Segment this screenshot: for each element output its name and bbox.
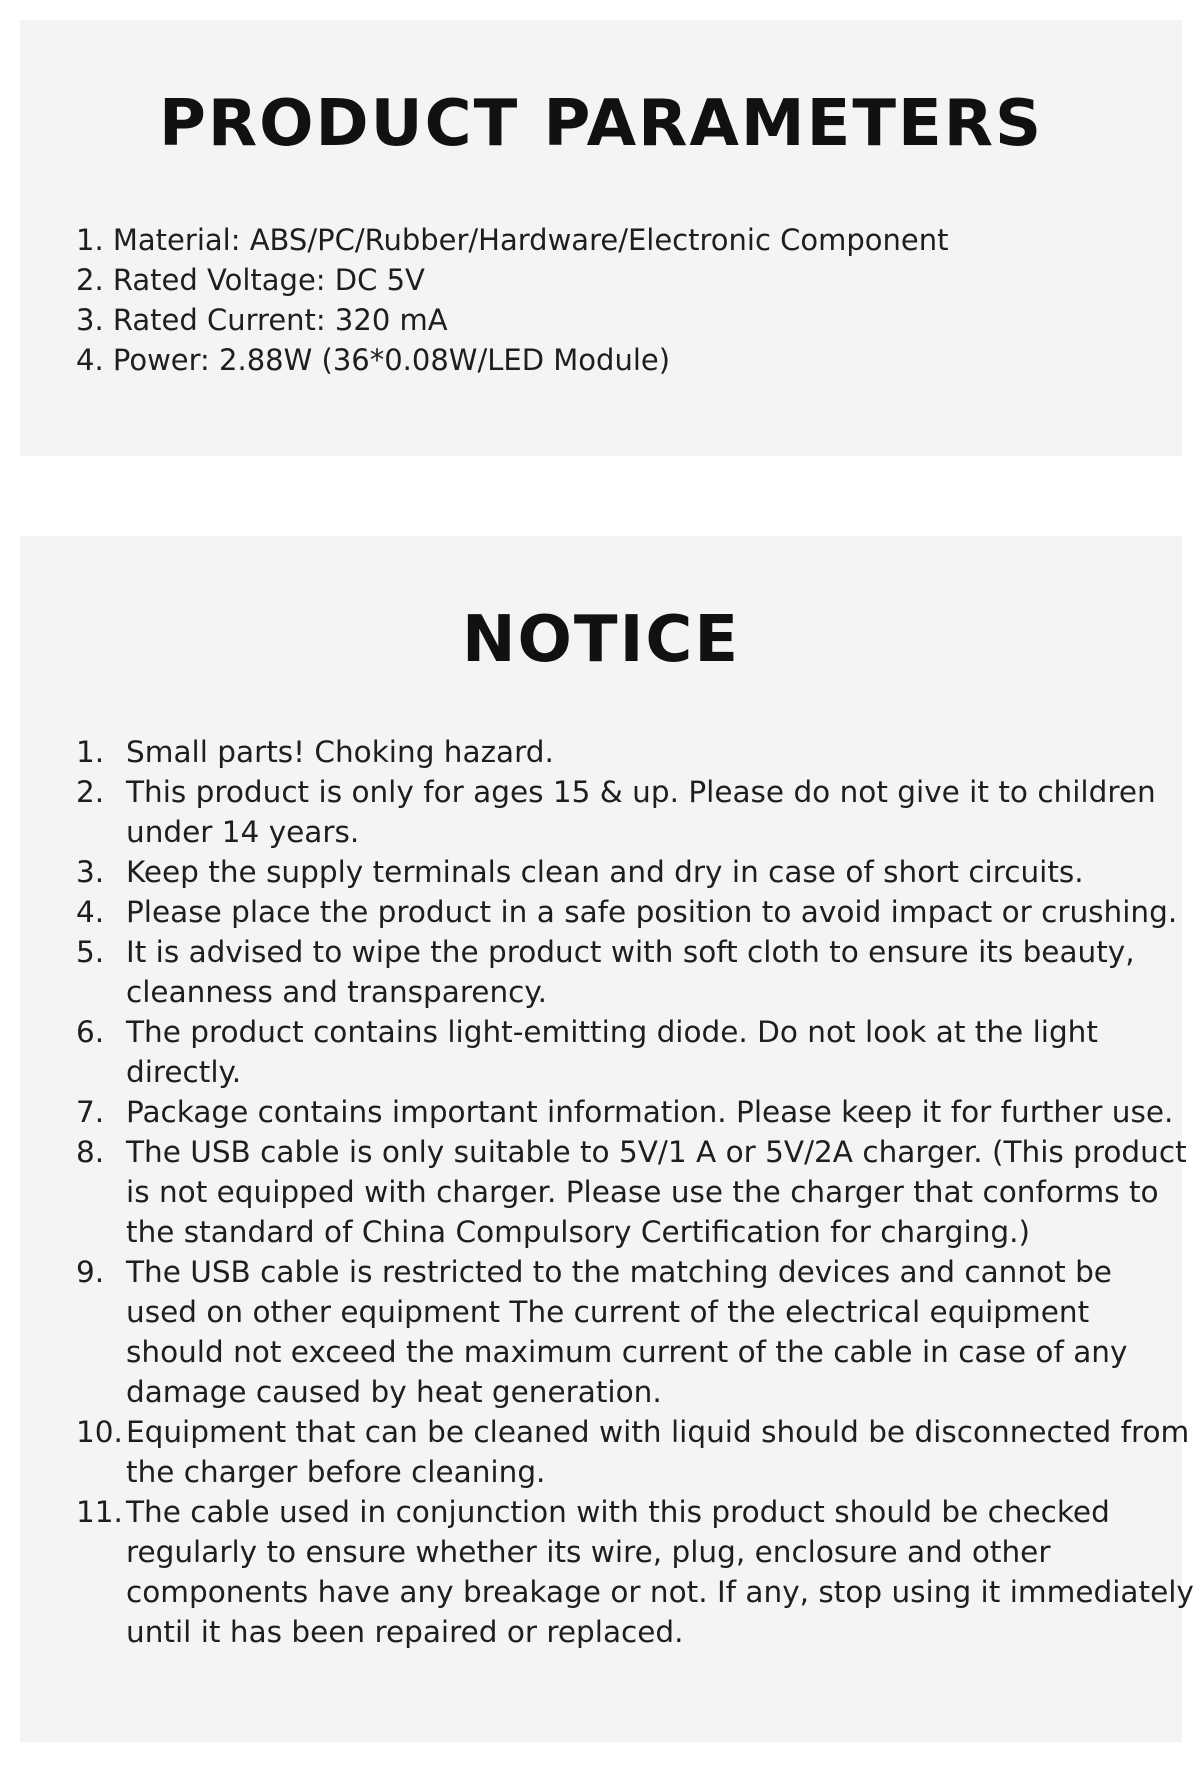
parameter-item: 2. Rated Voltage: DC 5V [76,263,425,297]
notice-item-text: Small parts! Choking hazard. [126,735,554,769]
notice-item-text: regularly to ensure whether its wire, plug, enclosure and other [126,1535,1051,1569]
notice-item [20,1492,1194,1652]
notice-item-text: should not exceed the maximum current of the cable in case of any [126,1335,1128,1369]
notice-item [20,1252,1182,1412]
notice-item [20,1012,1182,1092]
notice-list [20,732,1194,1652]
notice-item-text: Equipment that can be cleaned with liquid should be disconnected from [126,1415,1190,1449]
notice-item-number: 2. [76,775,105,809]
parameter-item: 4. Power: 2.88W (36*0.08W/LED Module) [76,343,671,377]
notice-item [20,1092,1182,1132]
notice-item-text: Please place the product in a safe position to avoid impact or crushing. [126,895,1178,929]
notice-item-text: Package contains important information. Please keep it for further use. [126,1095,1174,1129]
notice-item-number: 4. [76,895,105,929]
notice-item-text: the standard of China Compulsory Certification for charging.) [126,1215,1031,1249]
notice-item-text: is not equipped with charger. Please use the charger that conforms to [126,1175,1159,1209]
notice-title: NOTICE [461,603,741,677]
notice-item-text: directly. [126,1055,242,1089]
notice-item-number: 7. [76,1095,105,1129]
notice-item [20,932,1182,1012]
notice-item-text: used on other equipment The current of the electrical equipment [126,1295,1090,1329]
notice-item [20,772,1182,852]
product-parameters-list [20,220,1182,380]
notice-item-text: the charger before cleaning. [126,1455,546,1489]
notice-item-number: 9. [76,1255,105,1289]
notice-item-text: cleanness and transparency. [126,975,547,1009]
parameter-item: 3. Rated Current: 320 mA [76,303,448,337]
notice-item-number: 6. [76,1015,105,1049]
notice-item-text: The USB cable is only suitable to 5V/1 A or 5V/2A charger. (This product [126,1135,1187,1169]
notice-item-number: 10. [76,1415,123,1449]
notice-item [20,852,1182,892]
notice-item-text: This product is only for ages 15 & up. Please do not give it to children [126,775,1156,809]
notice-item [20,732,1182,772]
notice-item-number: 11. [76,1495,123,1529]
notice-item [20,1412,1190,1492]
notice-item-text: until it has been repaired or replaced. [126,1615,684,1649]
notice-item [20,892,1182,932]
notice-item-text: The cable used in conjunction with this product should be checked [126,1495,1110,1529]
notice-item-number: 5. [76,935,105,969]
notice-item-text: Keep the supply terminals clean and dry in case of short circuits. [126,855,1084,889]
notice-item-number: 3. [76,855,105,889]
notice-item-text: under 14 years. [126,815,360,849]
product-parameters-title: PRODUCT PARAMETERS [158,87,1044,161]
parameter-item: 1. Material: ABS/PC/Rubber/Hardware/Electronic Component [76,223,949,257]
notice-panel [20,536,1194,1742]
notice-item-text: damage caused by heat generation. [126,1375,662,1409]
notice-item [20,1132,1187,1252]
notice-item-number: 8. [76,1135,105,1169]
notice-item-text: The USB cable is restricted to the matching devices and cannot be [126,1255,1112,1289]
notice-item-text: components have any breakage or not. If any, stop using it immediately [126,1575,1194,1609]
notice-item-number: 1. [76,735,105,769]
notice-item-text: The product contains light-emitting diode. Do not look at the light [126,1015,1098,1049]
notice-item-text: It is advised to wipe the product with soft cloth to ensure its beauty, [126,935,1135,969]
product-parameters-panel [20,20,1182,456]
